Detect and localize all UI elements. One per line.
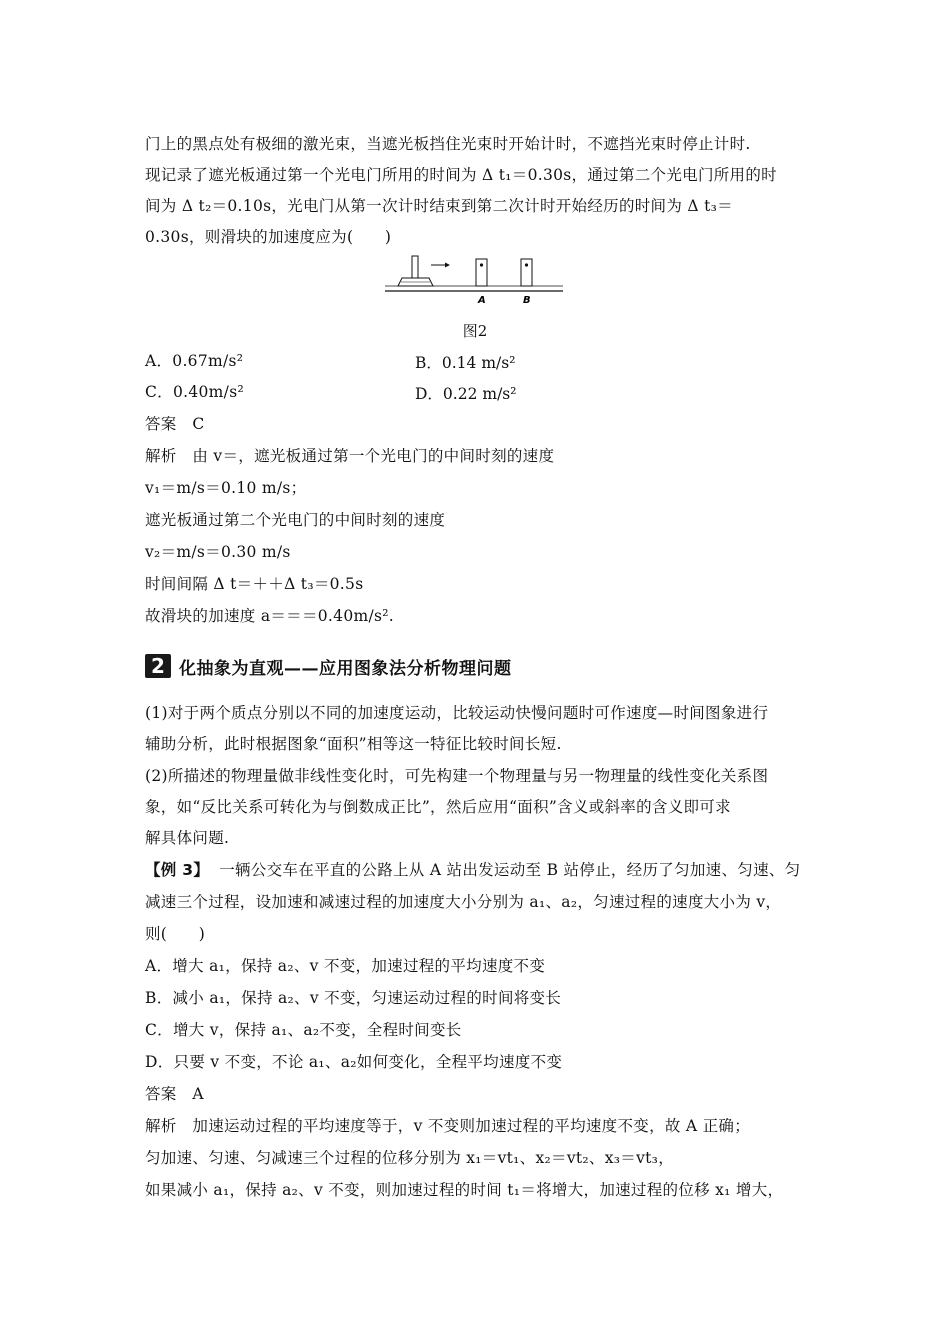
example-3-text-1: 一辆公交车在平直的公路上从 A 站出发运动至 B 站停止，经历了匀加速、匀速、匀	[219, 861, 801, 879]
photogate-b	[521, 259, 532, 286]
problem-line-1: 门上的黑点处有极细的激光束，当遮光板挡住光束时开始计时，不遮挡光束时停止计时.	[145, 135, 751, 153]
example-3-option-d: D．只要 v 不变，不论 a₁、a₂如何变化，全程平均速度不变	[145, 1053, 563, 1071]
figure-caption: 图2	[462, 322, 488, 340]
shading-plate	[412, 256, 418, 278]
section-2-para-line-1: (1)对于两个质点分别以不同的加速度运动，比较运动快慢问题时可作速度—时间图象进行	[145, 704, 769, 722]
gate-a-label: A	[478, 295, 486, 305]
option-b: B．0.14 m/s²	[415, 354, 516, 372]
example-3-option-c: C．增大 v，保持 a₁、a₂不变，全程时间变长	[145, 1021, 462, 1039]
analysis-1-line-6: 故滑块的加速度 a＝＝＝0.40m/s².	[145, 607, 394, 625]
analysis-1-line-3: 遮光板通过第二个光电门的中间时刻的速度	[145, 511, 446, 529]
section-number-badge: 2	[145, 654, 171, 678]
section-title: 化抽象为直观——应用图象法分析物理问题	[179, 658, 512, 679]
section-2-para-line-3: (2)所描述的物理量做非线性变化时，可先构建一个物理量与另一物理量的线性变化关系图	[145, 767, 769, 785]
photogate-a	[476, 259, 487, 286]
problem-line-2: 现记录了遮光板通过第一个光电门所用的时间为 Δ t₁＝0.30s，通过第二个光电门所用的时	[145, 166, 777, 184]
option-d: D．0.22 m/s²	[415, 385, 517, 403]
analysis-2-line-3: 如果减小 a₁，保持 a₂、v 不变，则加速过程的时间 t₁＝将增大，加速过程的位移 x₁ 增大，	[145, 1181, 784, 1199]
example-3-option-a: A．增大 a₁，保持 a₂、v 不变，加速过程的平均速度不变	[145, 957, 546, 975]
section-2-para-line-4: 象，如“反比关系可转化为与倒数成正比”，然后应用“面积”含义或斜率的含义即可求	[145, 798, 731, 816]
problem-line-3: 间为 Δ t₂＝0.10s，光电门从第一次计时结束到第二次计时开始经历的时间为 Δ t₃＝	[145, 197, 733, 215]
arrow-head	[445, 263, 450, 268]
example-3-line-3: 则( )	[145, 925, 206, 943]
option-a: A．0.67m/s²	[145, 352, 244, 370]
analysis-2-line-1: 解析 加速运动过程的平均速度等于，v 不变则加速过程的平均速度不变，故 A 正确；	[145, 1117, 751, 1135]
gate-b-dot	[525, 263, 528, 266]
answer-1: 答案 C	[145, 415, 205, 433]
section-2-para-line-2: 辅助分析，此时根据图象“面积”相等这一特征比较时间长短.	[145, 735, 562, 753]
section-2-para-line-5: 解具体问题.	[145, 829, 230, 847]
gate-b-label: B	[523, 295, 531, 305]
section-2-heading	[145, 654, 512, 678]
problem-line-4: 0.30s，则滑块的加速度应为( )	[145, 228, 392, 246]
example-3-option-b: B．减小 a₁，保持 a₂、v 不变，匀速运动过程的时间将变长	[145, 989, 562, 1007]
answer-2: 答案 A	[145, 1085, 204, 1103]
analysis-1-line-1: 解析 由 v＝，遮光板通过第一个光电门的中间时刻的速度	[145, 447, 555, 465]
example-3-line-1	[145, 860, 800, 880]
gate-a-dot	[480, 263, 483, 266]
analysis-1-line-5: 时间间隔 Δ t＝＋＋Δ t₃＝0.5s	[145, 575, 364, 593]
photogate-figure	[385, 253, 565, 305]
example-3-line-2: 减速三个过程，设加速和减速过程的加速度大小分别为 a₁、a₂，匀速过程的速度大小为 v，	[145, 893, 782, 911]
option-c: C．0.40m/s²	[145, 383, 244, 401]
analysis-2-line-2: 匀加速、匀速、匀减速三个过程的位移分别为 x₁＝vt₁、x₂＝vt₂、x₃＝vt₃，	[145, 1149, 674, 1167]
example-tag: 【例 3】	[145, 861, 210, 879]
analysis-1-line-2: v₁＝m/s＝0.10 m/s；	[145, 479, 307, 497]
analysis-1-line-4: v₂＝m/s＝0.30 m/s	[145, 543, 291, 561]
